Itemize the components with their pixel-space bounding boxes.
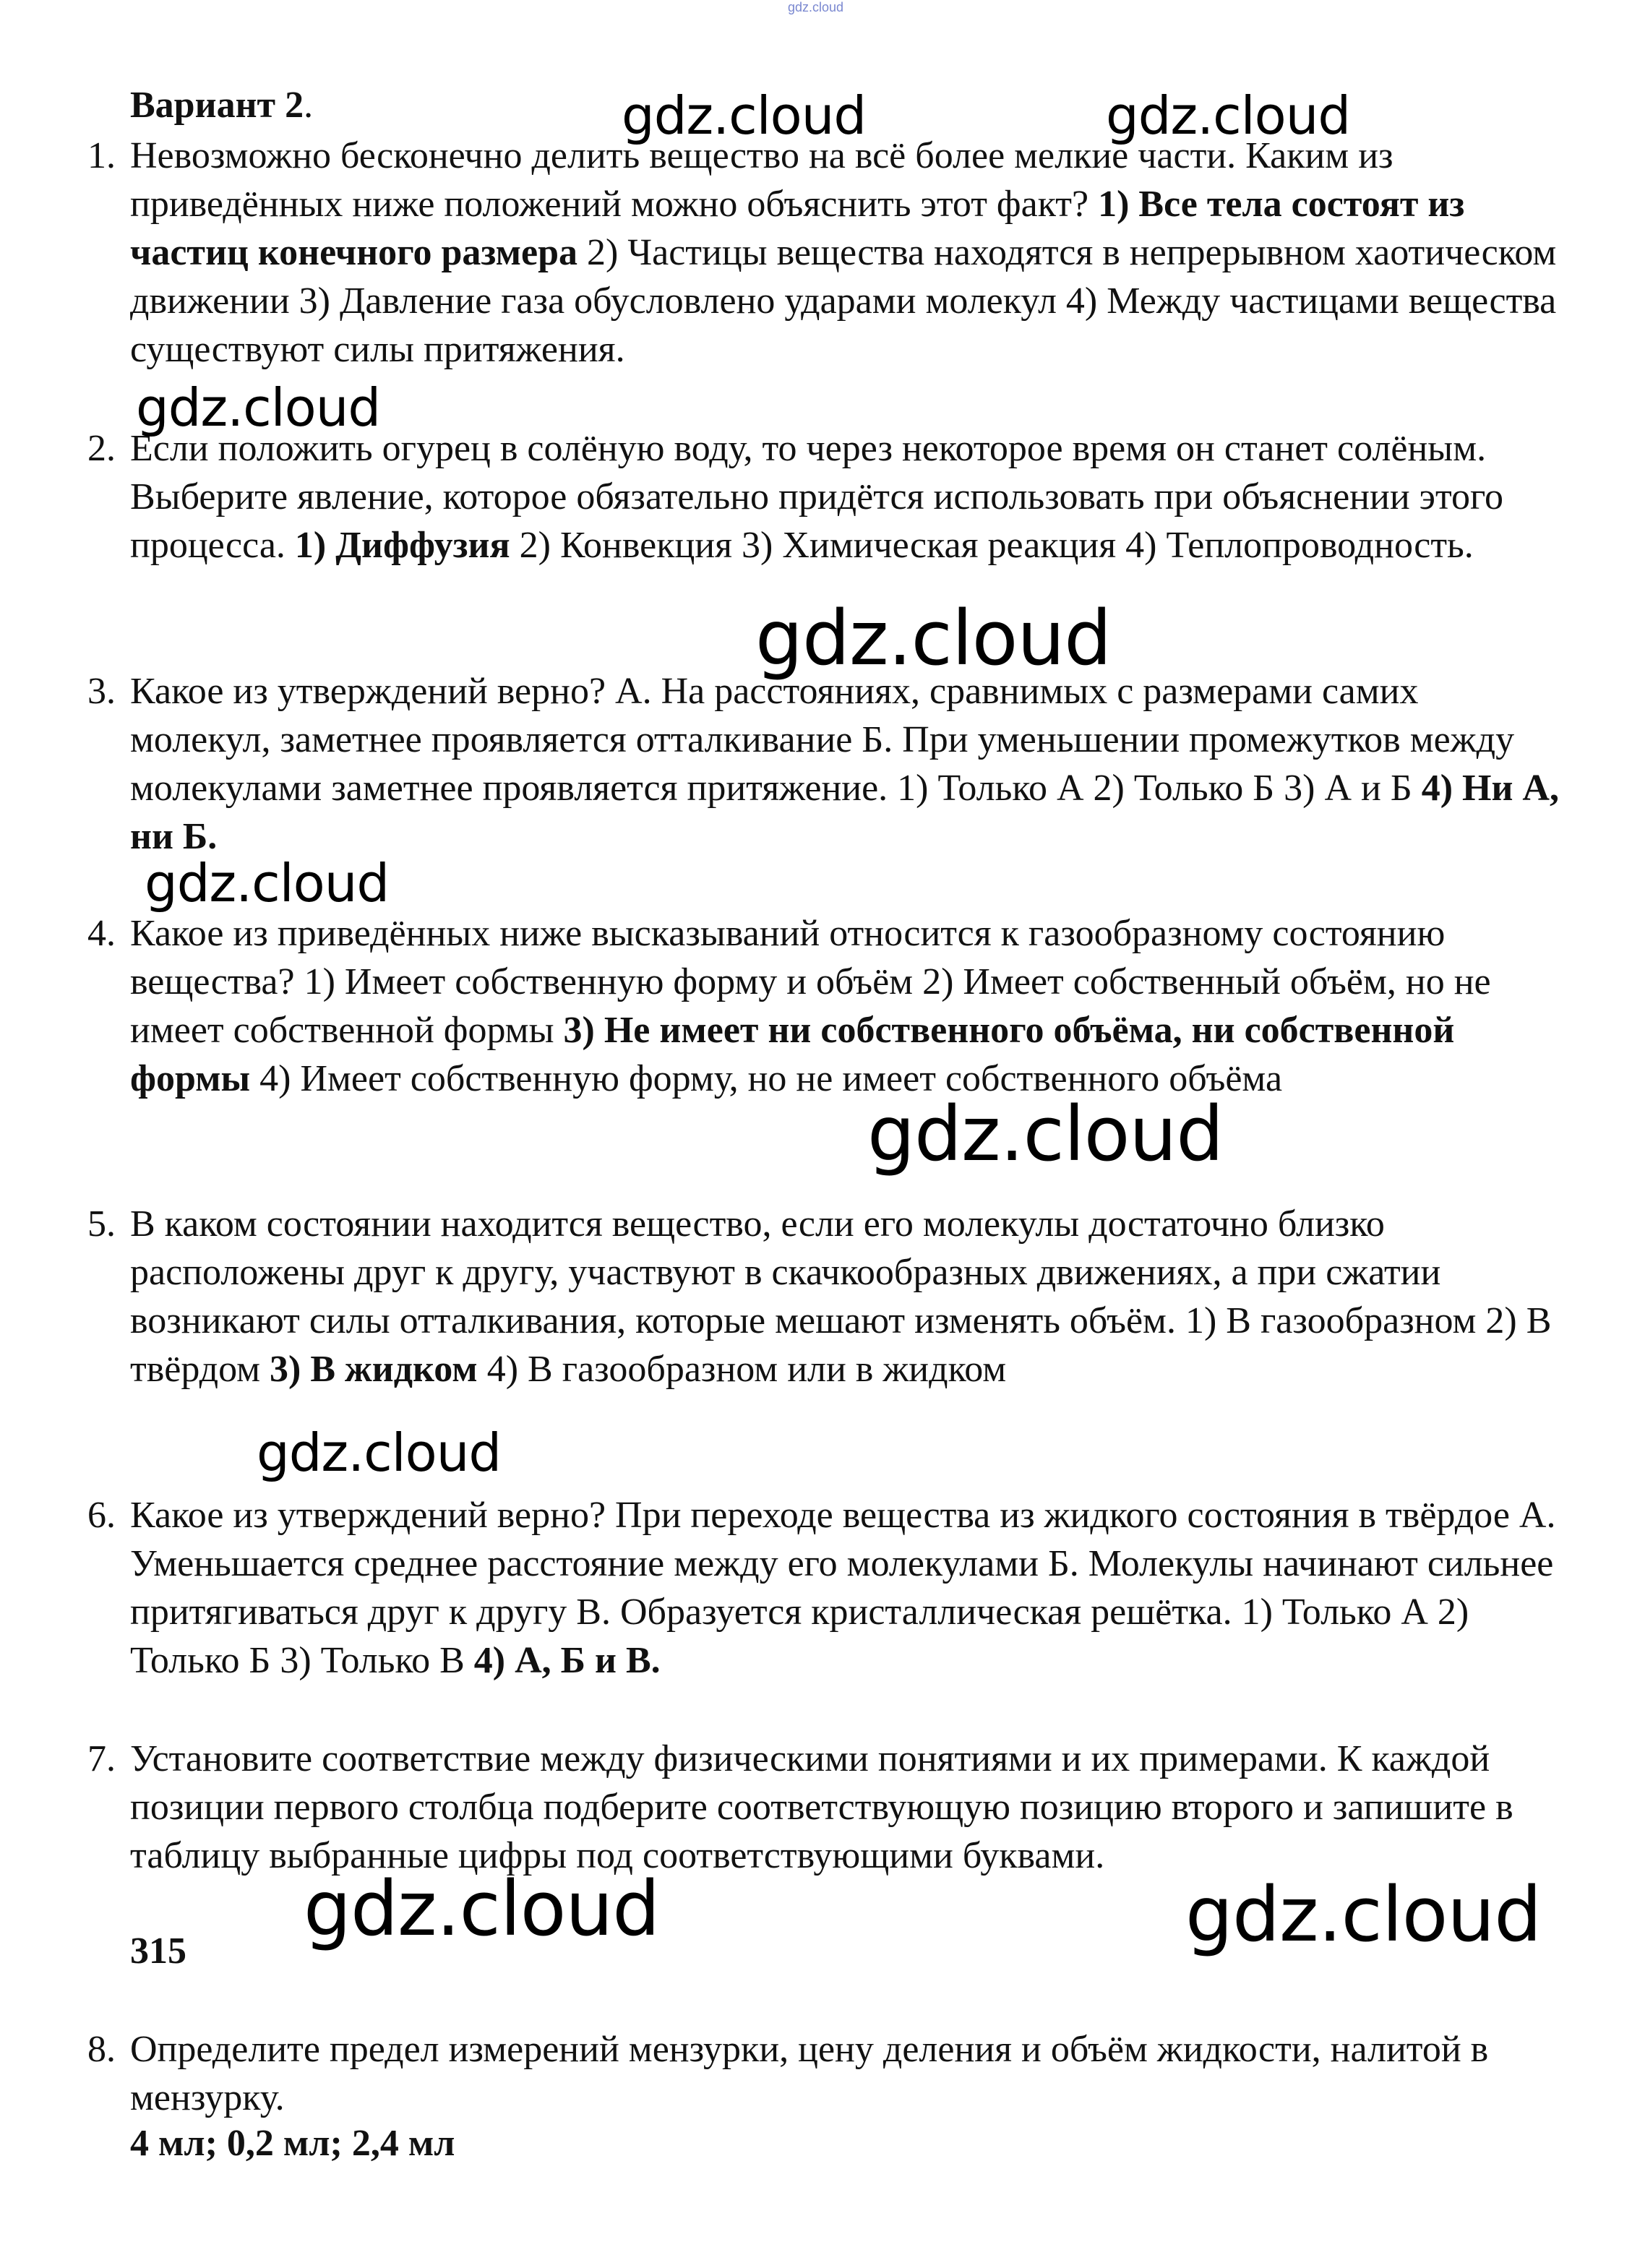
question-text-post: 2) Частицы вещества находятся в непрерывном хаотическом движении 3) Давление газа обусловлено ударами молекул 4) Между частицами вещества существуют силы притяжения. <box>130 232 1557 370</box>
variant-title <box>130 84 313 126</box>
question-number: 3. <box>87 671 116 712</box>
question-number: 1. <box>87 135 116 176</box>
question-text-pre: В каком состоянии находится вещество, если его молекулы достаточно близко расположены друг к другу, участвуют в скачкообразных движениях, а при сжатии возникают силы отталкивания, которые мешают изменять объём. 1) В газообразном 2) В твёрдом <box>130 1203 1552 1390</box>
watermark: gdz.cloud <box>145 853 390 914</box>
correct-answer: 3) Не имеет ни собственного объёма, ни собственной формы <box>130 1010 1455 1099</box>
question-text-pre: Если положить огурец в солёную воду, то через некоторое время он станет солёным. Выберите явление, которое обязательно придётся использовать при объяснении этого процесса. <box>130 428 1504 566</box>
question-text-pre: Определите предел измерений мензурки, цену деления и объём жидкости, налитой в мензурку. <box>130 2029 1489 2118</box>
correct-answer: 4) Ни А, ни Б. <box>130 768 1559 857</box>
question-text-post: 4) В газообразном или в жидком <box>477 1349 1007 1390</box>
question-text <box>130 2025 1561 2122</box>
question-number: 5. <box>87 1203 116 1245</box>
question-text-post: 4) Имеет собственную форму, но не имеет собственного объёма <box>250 1058 1283 1099</box>
variant-title-text: Вариант 2 <box>130 85 304 126</box>
watermark: gdz.cloud <box>755 594 1112 682</box>
question-text <box>130 667 1561 861</box>
watermark: gdz.cloud <box>622 85 867 146</box>
question-text-pre: Какое из приведённых ниже высказываний относится к газообразному состоянию вещества? 1) Имеет собственную форму и объём 2) Имеет собственный объём, но не имеет собственной формы <box>130 913 1491 1051</box>
question-3 <box>72 667 1561 861</box>
watermark: gdz.cloud <box>257 1422 502 1483</box>
answer-7: 315 <box>130 1930 186 1972</box>
question-text <box>130 1200 1561 1393</box>
question-number: 4. <box>87 913 116 954</box>
question-number: 2. <box>87 428 116 469</box>
correct-answer: 1) Все тела состоят из частиц конечного размера <box>130 184 1465 273</box>
watermark: gdz.cloud <box>1185 1870 1542 1959</box>
question-5 <box>72 1200 1561 1393</box>
question-6 <box>72 1491 1561 1685</box>
watermark: gdz.cloud <box>867 1090 1224 1178</box>
question-1 <box>72 132 1561 374</box>
question-text-post: 2) Конвекция 3) Химическая реакция 4) Теплопроводность. <box>510 525 1474 566</box>
answer-8: 4 мл; 0,2 мл; 2,4 мл <box>130 2123 455 2164</box>
question-number: 7. <box>87 1738 116 1779</box>
question-text <box>130 1735 1561 1880</box>
question-text-pre: Какое из утверждений верно? А. На расстояниях, сравнимых с размерами самих молекул, заметнее проявляется отталкивание Б. При уменьшении промежутков между молекулами заметнее проявляется притяжение. 1) Только А 2) Только Б 3) А и Б <box>130 671 1515 809</box>
question-4 <box>72 909 1561 1103</box>
question-text-pre: Установите соответствие между физическими понятиями и их примерами. К каждой позиции первого столбца подберите соответствующую позицию второго и запишите в таблицу выбранные цифры под соответствующими буквами. <box>130 1738 1513 1876</box>
question-number: 8. <box>87 2029 116 2070</box>
watermark: gdz.cloud <box>1106 85 1351 146</box>
correct-answer: 4) А, Б и В. <box>473 1640 661 1681</box>
variant-title-dot: . <box>304 85 314 126</box>
question-text <box>130 1491 1561 1685</box>
question-text <box>130 424 1561 570</box>
question-2 <box>72 424 1561 570</box>
top-watermark: gdz.cloud <box>788 0 844 14</box>
question-text <box>130 132 1561 374</box>
question-text <box>130 909 1561 1103</box>
question-8 <box>72 2025 1561 2122</box>
watermark: gdz.cloud <box>304 1865 660 1953</box>
question-number: 6. <box>87 1495 116 1536</box>
question-text-pre: Какое из утверждений верно? При переходе вещества из жидкого состояния в твёрдое А. Уменьшается среднее расстояние между его молекулами Б. Молекулы начинают сильнее притягиваться друг к другу В. Образуется кристаллическая решётка. 1) Только А 2) Только Б 3) Только В <box>130 1495 1556 1681</box>
correct-answer: 1) Диффузия <box>294 525 510 566</box>
question-text-pre: Невозможно бесконечно делить вещество на всё более мелкие части. Каким из приведённых ниже положений можно объяснить этот факт? <box>130 135 1393 225</box>
question-7 <box>72 1735 1561 1880</box>
correct-answer: 3) В жидком <box>270 1349 478 1390</box>
watermark: gdz.cloud <box>136 377 381 438</box>
